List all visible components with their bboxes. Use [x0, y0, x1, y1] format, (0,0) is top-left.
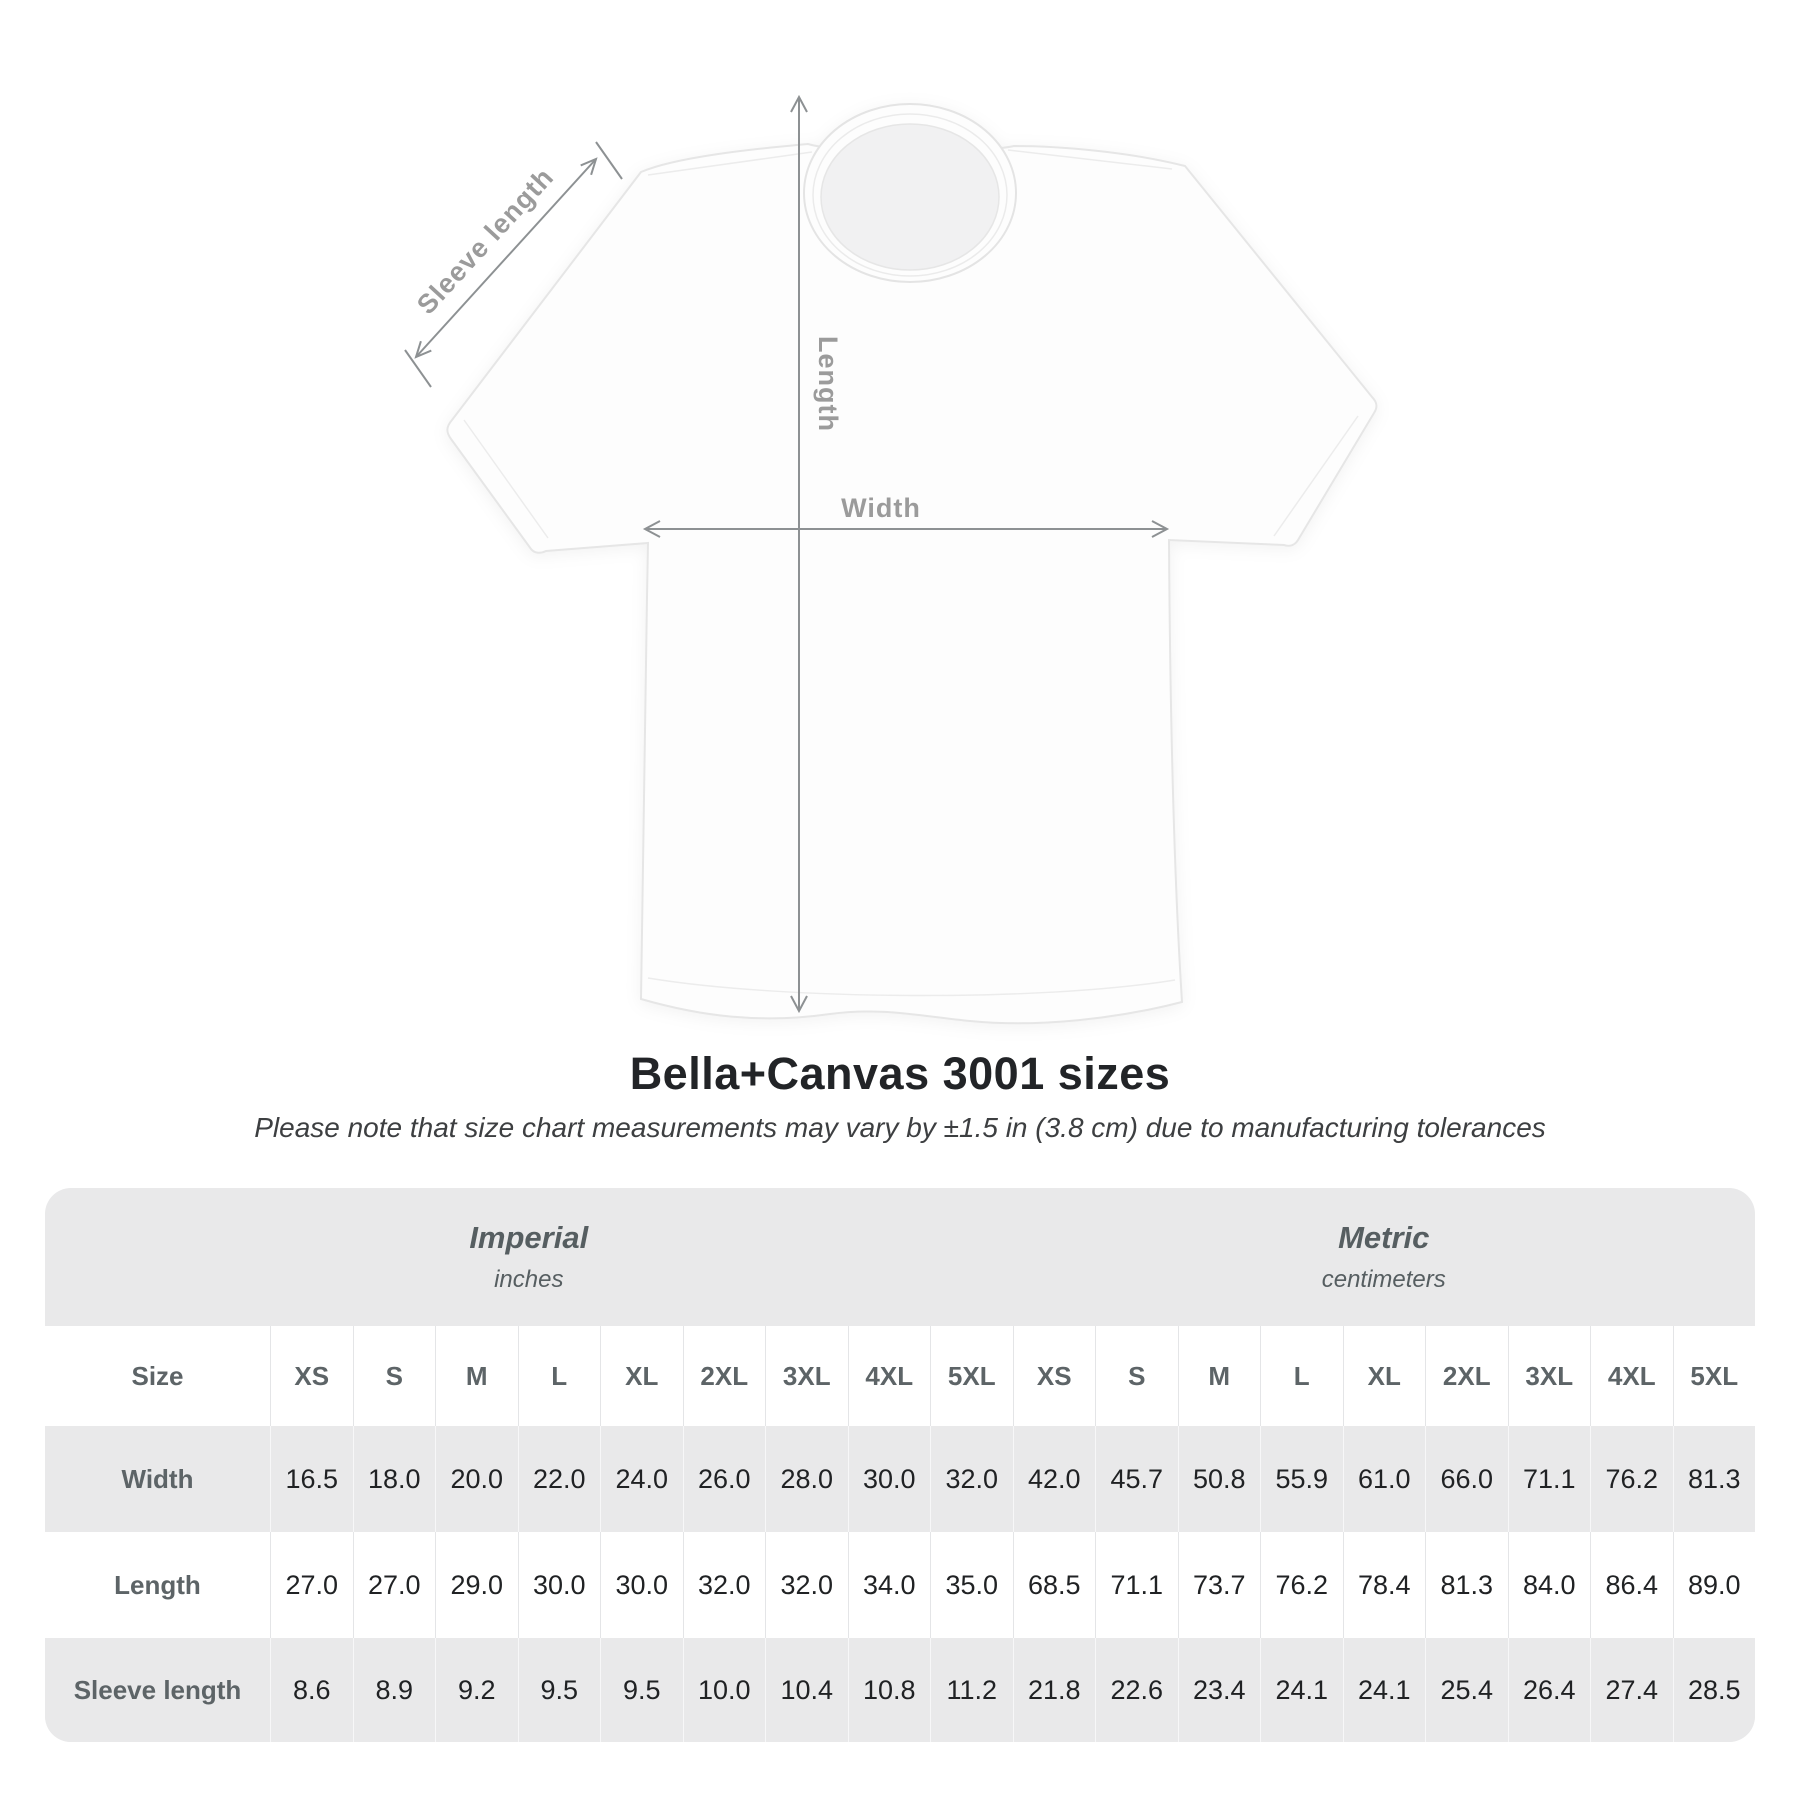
metric-title: Metric [1338, 1220, 1430, 1255]
value-cell: 8.9 [353, 1638, 436, 1742]
length-label: Length [813, 336, 843, 432]
value-cell: 10.4 [765, 1638, 848, 1742]
collar-opening [821, 124, 999, 270]
size-col-header: L [518, 1326, 601, 1426]
row-label: Width [121, 1463, 194, 1494]
value-cell: 27.0 [270, 1532, 353, 1638]
metric-group-header [1013, 1188, 1755, 1326]
size-col-header: 2XL [1425, 1326, 1508, 1426]
value-cell: 66.0 [1425, 1426, 1508, 1532]
value-cell: 24.0 [600, 1426, 683, 1532]
size-table [45, 1188, 1755, 1742]
value-cell: 32.0 [683, 1532, 766, 1638]
value-cell: 68.5 [1013, 1532, 1096, 1638]
value-cell: 24.1 [1343, 1638, 1426, 1742]
value-cell: 9.5 [600, 1638, 683, 1742]
value-cell: 76.2 [1590, 1426, 1673, 1532]
value-cell: 35.0 [930, 1532, 1013, 1638]
size-col-header: M [435, 1326, 518, 1426]
size-col-header: S [1095, 1326, 1178, 1426]
value-cell: 34.0 [848, 1532, 931, 1638]
size-col-header: 5XL [930, 1326, 1013, 1426]
value-cell: 20.0 [435, 1426, 518, 1532]
value-cell: 81.3 [1673, 1426, 1756, 1532]
value-cell: 81.3 [1425, 1532, 1508, 1638]
value-cell: 55.9 [1260, 1426, 1343, 1532]
value-cell: 22.0 [518, 1426, 601, 1532]
page-title: Bella+Canvas 3001 sizes [629, 1048, 1171, 1099]
size-col-header: XS [270, 1326, 353, 1426]
value-cell: 16.5 [270, 1426, 353, 1532]
value-cell: 10.0 [683, 1638, 766, 1742]
row-label: Sleeve length [73, 1674, 242, 1705]
size-col-header: S [353, 1326, 436, 1426]
value-cell: 9.5 [518, 1638, 601, 1742]
value-cell: 76.2 [1260, 1532, 1343, 1638]
value-cell: 24.1 [1260, 1638, 1343, 1742]
value-cell: 10.8 [848, 1638, 931, 1742]
size-col-header: 4XL [848, 1326, 931, 1426]
row-label: Length [114, 1569, 201, 1600]
size-col-header: XL [1343, 1326, 1426, 1426]
value-cell: 26.4 [1508, 1638, 1591, 1742]
metric-unit: centimeters [1321, 1266, 1446, 1293]
size-col-header: 3XL [765, 1326, 848, 1426]
value-cell: 18.0 [353, 1426, 436, 1532]
value-cell: 84.0 [1508, 1532, 1591, 1638]
value-cell: 23.4 [1178, 1638, 1261, 1742]
value-cell: 8.6 [270, 1638, 353, 1742]
size-col-header: M [1178, 1326, 1261, 1426]
value-cell: 30.0 [848, 1426, 931, 1532]
value-cell: 26.0 [683, 1426, 766, 1532]
value-cell: 27.4 [1590, 1638, 1673, 1742]
value-cell: 73.7 [1178, 1532, 1261, 1638]
value-cell: 89.0 [1673, 1532, 1756, 1638]
value-cell: 11.2 [930, 1638, 1013, 1742]
size-col-header: XS [1013, 1326, 1096, 1426]
size-col-header: XL [600, 1326, 683, 1426]
value-cell: 25.4 [1425, 1638, 1508, 1742]
size-col-header: L [1260, 1326, 1343, 1426]
size-col-header: 5XL [1673, 1326, 1756, 1426]
width-label: Width [841, 493, 921, 523]
unit-group-header-row [45, 1188, 1755, 1326]
size-header: Size [131, 1360, 184, 1391]
value-cell: 86.4 [1590, 1532, 1673, 1638]
value-cell: 28.0 [765, 1426, 848, 1532]
size-col-header: 2XL [683, 1326, 766, 1426]
sleeve-length-row [45, 1638, 1755, 1742]
tshirt-shape [447, 104, 1376, 1023]
length-row [45, 1532, 1755, 1638]
value-cell: 30.0 [600, 1532, 683, 1638]
value-cell: 45.7 [1095, 1426, 1178, 1532]
value-cell: 71.1 [1508, 1426, 1591, 1532]
value-cell: 78.4 [1343, 1532, 1426, 1638]
value-cell: 61.0 [1343, 1426, 1426, 1532]
imperial-group-header [45, 1188, 1013, 1326]
width-row [45, 1426, 1755, 1532]
value-cell: 21.8 [1013, 1638, 1096, 1742]
imperial-unit: inches [494, 1266, 564, 1293]
value-cell: 50.8 [1178, 1426, 1261, 1532]
size-col-header: 4XL [1590, 1326, 1673, 1426]
value-cell: 28.5 [1673, 1638, 1756, 1742]
value-cell: 32.0 [930, 1426, 1013, 1532]
value-cell: 29.0 [435, 1532, 518, 1638]
imperial-title: Imperial [469, 1220, 589, 1255]
value-cell: 30.0 [518, 1532, 601, 1638]
value-cell: 27.0 [353, 1532, 436, 1638]
value-cell: 71.1 [1095, 1532, 1178, 1638]
value-cell: 42.0 [1013, 1426, 1096, 1532]
value-cell: 9.2 [435, 1638, 518, 1742]
size-header-row [45, 1326, 1755, 1426]
sleeve-length-label: Sleeve length [411, 161, 560, 321]
size-col-header: 3XL [1508, 1326, 1591, 1426]
tolerance-note: Please note that size chart measurements may vary by ±1.5 in (3.8 cm) due to manufacturing tolerances [254, 1112, 1546, 1143]
value-cell: 22.6 [1095, 1638, 1178, 1742]
value-cell: 32.0 [765, 1532, 848, 1638]
